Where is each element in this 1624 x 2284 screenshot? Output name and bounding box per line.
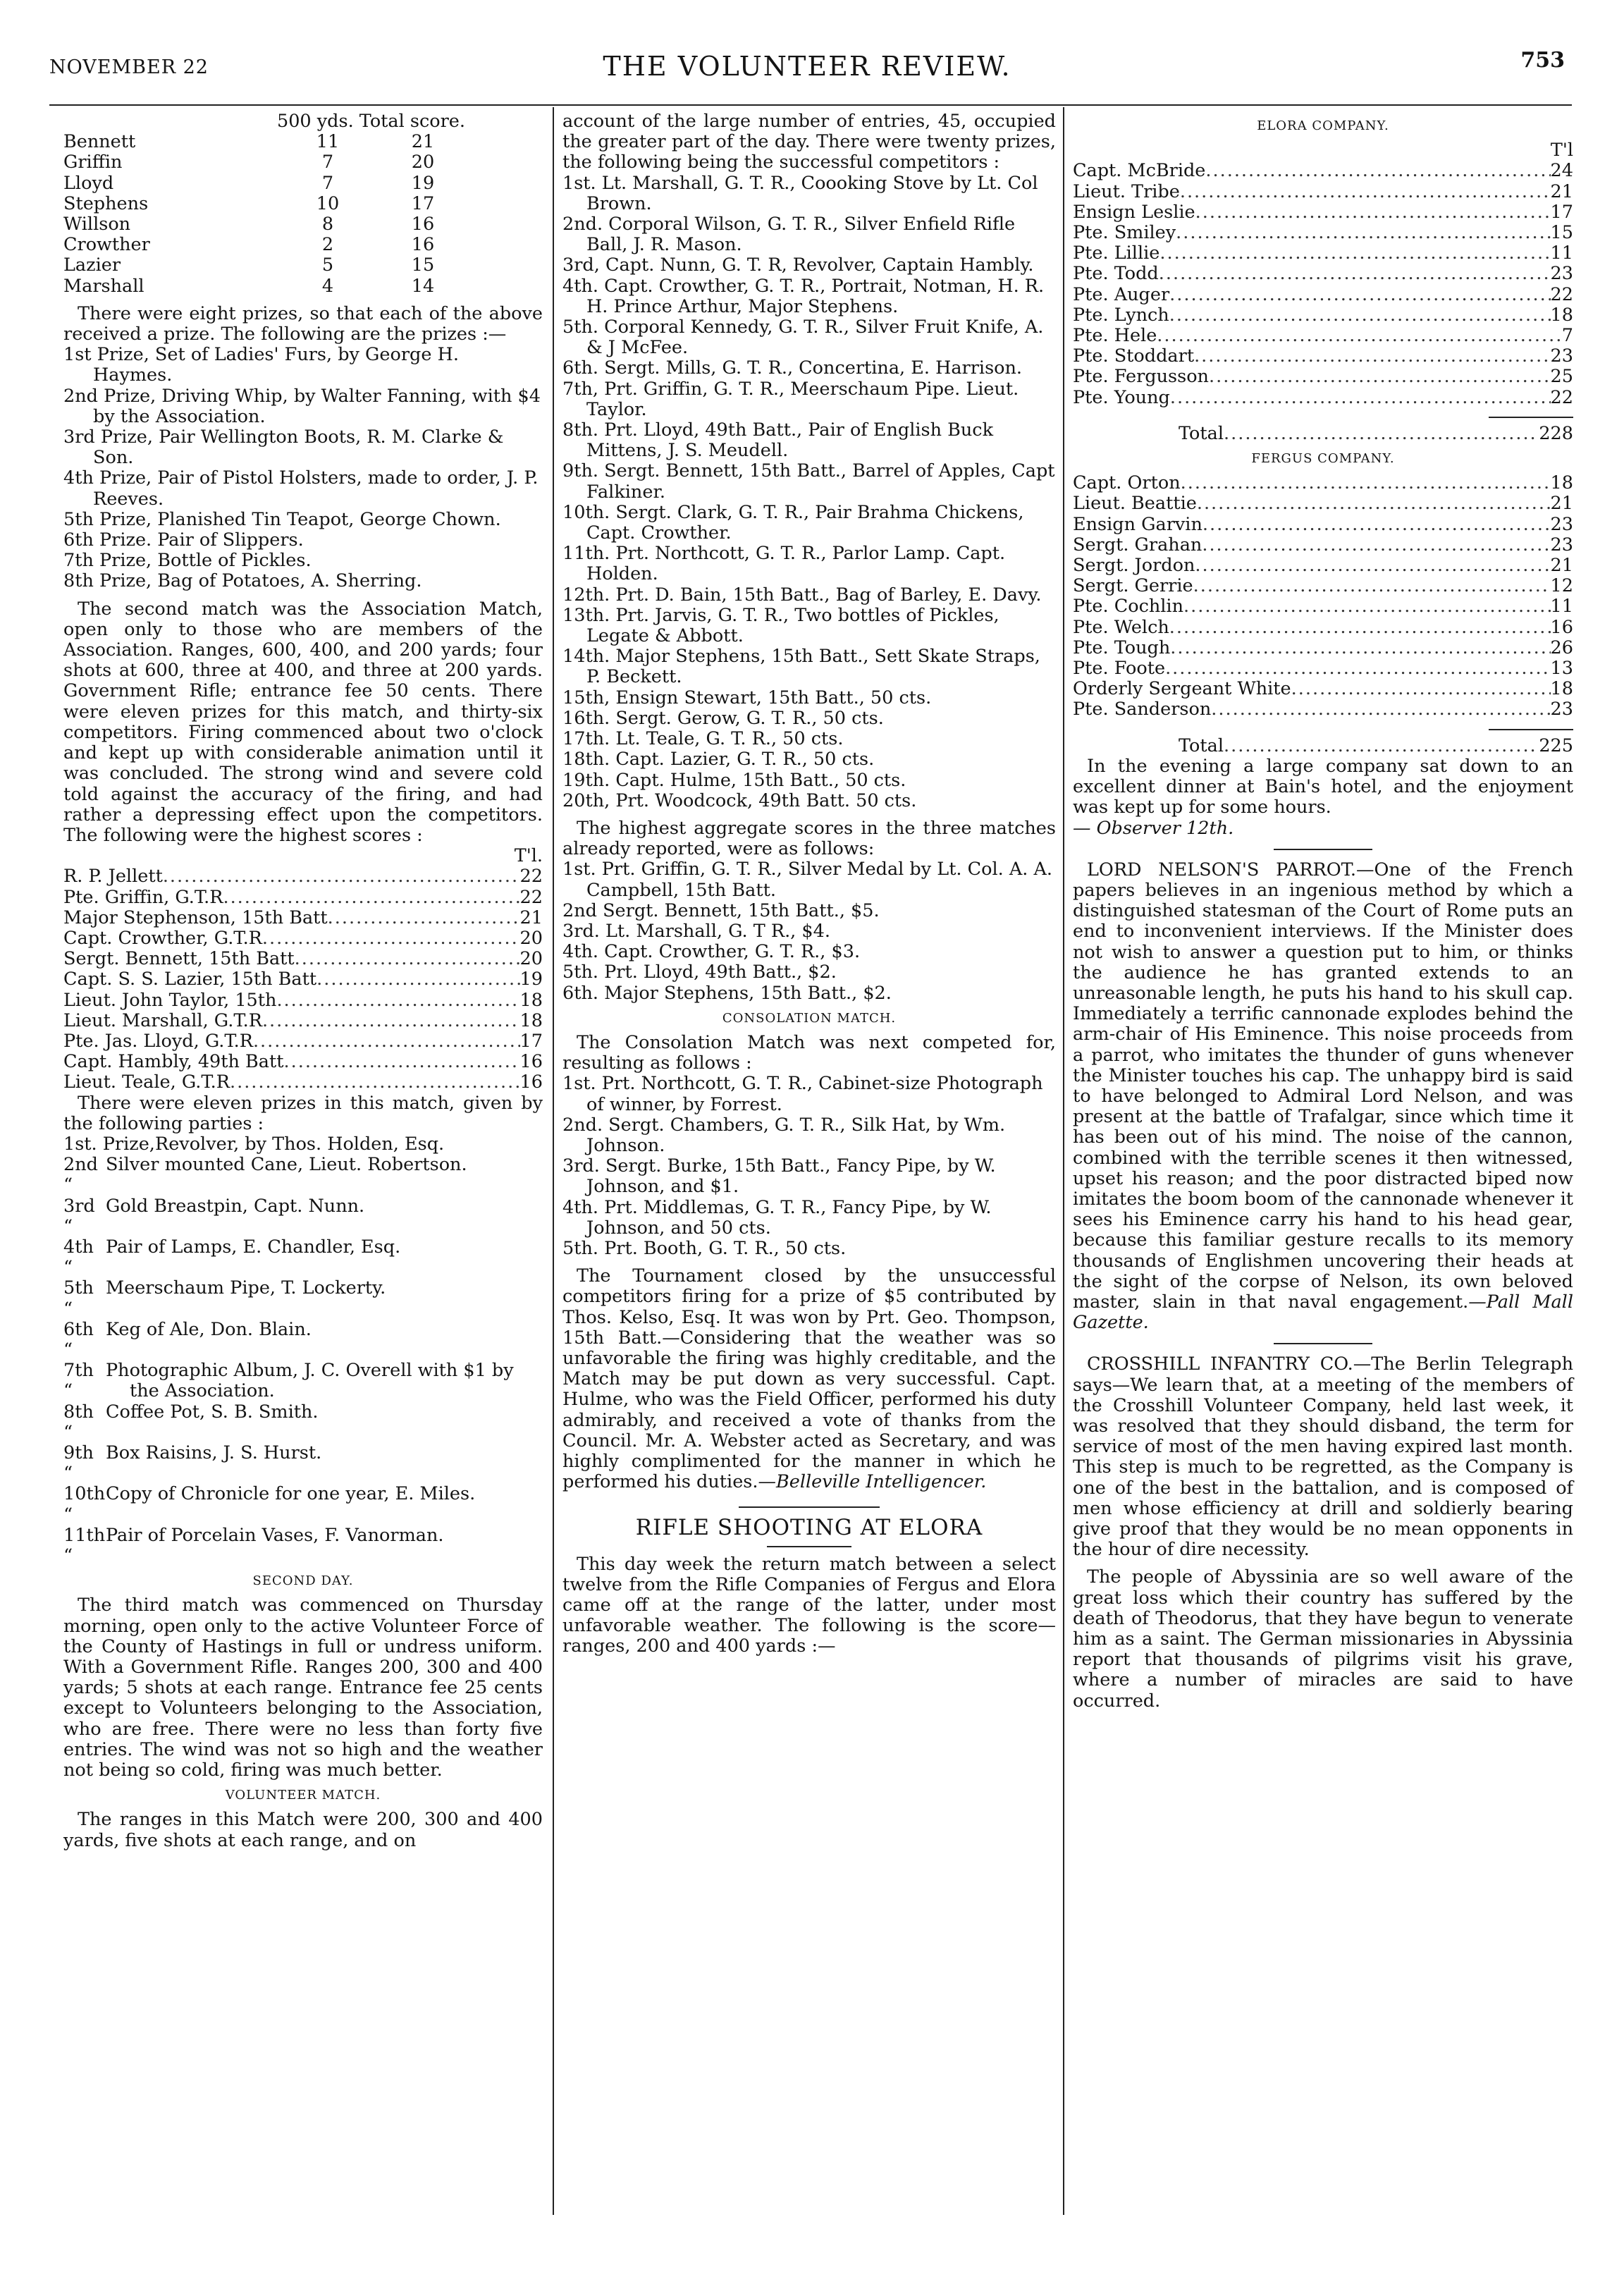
entry-score: 16 (519, 1072, 543, 1093)
score-row (1073, 473, 1573, 493)
score-row (1073, 493, 1573, 514)
prize-description: Pair of Lamps, E. Chandler, Esq. (106, 1236, 401, 1258)
score-row (1073, 535, 1573, 555)
score-row (1073, 679, 1573, 699)
entry-score: 17 (1550, 201, 1573, 223)
shooter-name: Marshall (63, 275, 144, 297)
entry-score: 23 (1550, 699, 1573, 720)
match-score-table (63, 132, 543, 297)
prize-description: Photographic Album, J. C. Overell with $1 by the Association. (106, 1360, 514, 1402)
score-row (63, 132, 543, 152)
header-date: NOVEMBER 22 (49, 56, 209, 78)
entry-name: Pte. Lynch (1073, 304, 1169, 326)
prize-item (63, 1237, 543, 1278)
paragraph: In the evening a large company sat down to an excellent dinner at Bain's hotel, and the enjoyment was kept up for some hours. — Observer 12th. (1073, 755, 1573, 839)
prize-item (63, 1525, 543, 1566)
paragraph: The ranges in this Match were 200, 300 and 400 yards, five shots at each range, and on (63, 1809, 543, 1851)
dot-leader (163, 866, 520, 887)
entry-name: Pte. Smiley (1073, 222, 1176, 244)
dot-leader (1181, 473, 1551, 493)
score-row (63, 990, 543, 1011)
winner-item: 5th. Corporal Kennedy, G. T. R., Silver Fruit Knife, A. & J McFee. (562, 317, 1044, 359)
dot-leader (1209, 367, 1551, 387)
paragraph: There were eleven prizes in this match, given by the following parties : (63, 1092, 543, 1134)
entry-score: 19 (519, 969, 543, 990)
entry-score: 22 (519, 866, 543, 888)
entry-score: 18 (1550, 678, 1573, 700)
entry-score: 23 (1550, 513, 1573, 535)
dot-leader (1169, 618, 1551, 638)
prize-description: Box Raisins, J. S. Hurst. (106, 1442, 322, 1463)
range-score: 8 (321, 214, 334, 235)
entry-score: 16 (519, 1051, 543, 1073)
range-score: 4 (321, 275, 334, 297)
sum-rule (1489, 417, 1573, 418)
entry-name: Pte. Fergusson (1073, 366, 1209, 388)
column-rule-1 (553, 107, 554, 2215)
paragraph: CROSSHILL INFANTRY CO.—The Berlin Telegraph says—We learn that, at a meeting of the members of the Crosshill Volunteer Company, held last week, it was resolved that they should disband, the term for service of most of the men having expired last month. This step is much to be regretted, as the Company is one of the best in the battalion, and is composed of men whose efficiency at drill and soldierly bearing give proof that they would be no mean opponents in the hour of dire necessity. (1073, 1353, 1573, 1561)
winner-item: 10th. Sergt. Clark, G. T. R., Pair Brahma Chickens, Capt. Crowther. (562, 501, 1024, 544)
prize-rank: 3rd “ (63, 1195, 95, 1237)
prize-item: 6th Prize. Pair of Slippers. (63, 529, 304, 551)
score-row (1073, 367, 1573, 387)
score-row (63, 1052, 543, 1072)
prize-rank: 6th “ (63, 1318, 94, 1361)
paragraph: The second match was the Association Match, open only to those who are members of the Association. Ranges, 600, 400, and 200 yards; four shots at 600, three at 400, and three at 200 yards. Government Rifle; entrance fee 50 cents. There were eleven prizes for this match, and thirty-six competitors. Firing commenced about two o'clock and kept up with considerable animation until it was concluded. The strong wind and severe cold told against the accuracy of the firing, and had rather a depressing effect upon the competitors. The following were the highest scores : (63, 598, 543, 846)
fergus-score-table (1073, 473, 1573, 720)
score-row (1073, 326, 1573, 346)
range-score: 2 (321, 234, 334, 256)
entry-name: Capt. Crowther, G.T.R (63, 927, 262, 949)
score-header: 500 yds. Total score. (276, 111, 465, 132)
winner-item: 15th, Ensign Stewart, 15th Batt., 50 cts. (562, 687, 932, 708)
entry-score: 21 (1550, 180, 1573, 202)
winner-item: 4th. Capt. Crowther, G. T. R., Portrait, Notman, H. R. H. Prince Arthur, Major Stephens. (562, 275, 1045, 317)
prize-rank: 5th “ (63, 1277, 94, 1320)
prize-rank: 10th “ (63, 1483, 106, 1525)
total-score: 17 (411, 192, 435, 214)
entry-score: 23 (1550, 263, 1573, 285)
prize-item: 8th Prize, Bag of Potatoes, A. Sherring. (63, 570, 422, 592)
company-heading: FERGUS COMPANY. (1251, 451, 1395, 467)
consolation-item: 4th. Prt. Middlemas, G. T. R., Fancy Pipe, by W. Johnson, and 50 cts. (562, 1196, 992, 1239)
score-row (1073, 182, 1573, 202)
entry-name: Orderly Sergeant White (1073, 678, 1291, 700)
score-row (63, 152, 543, 173)
dot-leader (1195, 555, 1550, 576)
dot-leader (1183, 596, 1551, 617)
article-title: RIFLE SHOOTING AT ELORA (635, 1515, 983, 1541)
score-row (1073, 202, 1573, 223)
prize-item: 5th Prize, Planished Tin Teapot, George Chown. (63, 508, 501, 530)
entry-name: Lieut. Beattie (1073, 493, 1197, 515)
highest-scores-table (63, 866, 543, 1093)
entry-name: Capt. Hambly, 49th Batt (63, 1051, 284, 1073)
score-row (63, 276, 543, 297)
winner-item: 11th. Prt. Northcott, G. T. R., Parlor Lamp. Capt. Holden. (562, 543, 1006, 585)
entry-name: Ensign Leslie (1073, 201, 1195, 223)
prize-rank: 9th “ (63, 1442, 94, 1485)
dot-leader (1202, 515, 1551, 535)
dot-leader (253, 1031, 520, 1052)
winner-item: 18th. Capt. Lazier, G. T. R., 50 cts. (562, 749, 875, 770)
header-rule (49, 104, 1572, 106)
page-header (49, 44, 1565, 93)
elora-score-table (1073, 161, 1573, 407)
winner-item: 6th. Sergt. Mills, G. T. R., Concertina, E. Harrison. (562, 357, 1023, 379)
dot-leader (262, 928, 520, 949)
winner-item: 16th. Sergt. Gerow, G. T. R., 50 cts. (562, 707, 884, 729)
paragraph: LORD NELSON'S PARROT.—One of the French papers believes in an ingenious method by which a distinguished statesman of the Court of Rome puts an end to inconvenient interviews. If the Minister does not wish to answer a question put to him, or thinks the audience he has granted extends to an unreasonable length, he puts his hand to his skull cap. Immediately a terrific cannonade explodes behind the arm-chair of His Eminence. This noise proceeds from a parrot, who imitates the thunder of guns whenever the Minister touches his cap. The unhappy bird is said to have belonged to Admiral Lord Nelson, and was present at the battle of Trafalgar, since which time it has been out of his mind. The noise of the cannon, combined with the terrible scenes it then witnessed, upset his reason; and the poor distracted biped now imitates the boom boom of the cannonade whenever it sees his Eminence carry his hand to his head gear, because this familiar gesture recalls to its memory thousands of Englishmen uncovering their heads at the sight of the corpse of Nelson, its own beloved master, slain in that naval engagement.—Pall Mall Gazette. (1073, 859, 1574, 1334)
entry-name: Pte. Griffin, G.T.R (63, 886, 223, 908)
prize-list (63, 345, 543, 591)
prize-description: Meerschaum Pipe, T. Lockerty. (106, 1277, 386, 1299)
winner-item: 9th. Sergt. Bennett, 15th Batt., Barrel of Apples, Capt Falkiner. (562, 460, 1055, 503)
entry-score: 18 (519, 989, 543, 1011)
entry-score: 22 (1550, 283, 1573, 305)
entry-name: Sergt. Gerrie (1073, 575, 1193, 597)
entry-name: Pte. Jas. Lloyd, G.T.R (63, 1030, 253, 1052)
entry-score: 21 (1550, 493, 1573, 515)
aggregate-item: 6th. Major Stephens, 15th Batt., $2. (562, 982, 892, 1004)
dot-leader (284, 1052, 520, 1072)
fergus-total: Total ..... 225 (1073, 736, 1573, 756)
column-2 (562, 111, 1056, 1657)
article-heading: CROSSHILL INFANTRY CO. (1087, 1353, 1353, 1375)
winner-item: 12th. Prt. D. Bain, 15th Batt., Bag of Barley, E. Davy. (562, 584, 1042, 606)
score-row (63, 888, 543, 908)
winner-item: 20th, Prt. Woodcock, 49th Batt. 50 cts. (562, 790, 917, 811)
dot-leader (223, 888, 519, 908)
sum-rule (1489, 729, 1573, 730)
winner-item: 1st. Lt. Marshall, G. T. R., Coooking Stove by Lt. Col Brown. (562, 172, 1038, 214)
page-number: 753 (1520, 48, 1565, 73)
prize-description: Pair of Porcelain Vases, F. Vanorman. (106, 1524, 444, 1546)
consolation-item: 3rd. Sergt. Burke, 15th Batt., Fancy Pipe, by W. Johnson, and $1. (562, 1155, 996, 1198)
section-heading: CONSOLATION MATCH. (722, 1010, 897, 1026)
section-heading: VOLUNTEER MATCH. (225, 1788, 381, 1803)
entry-score: 21 (519, 907, 543, 928)
consolation-item: 5th. Prt. Booth, G. T. R., 50 cts. (562, 1237, 847, 1259)
dot-leader (1180, 182, 1551, 202)
column-rule-2 (1063, 107, 1064, 2215)
paragraph: The Tournament closed by the unsuccessful competitors firing for a prize of $5 contributed by Thos. Kelso, Esq. It was won by Prt. Geo. Thompson, 15th Batt.—Considering that the weather was so unfavorable the firing was highly creditable, and the Match may be put down as very successful. Capt. Hulme, who was the Field Officer, performed his duty admirably, and received a vote of thanks from the Council. Mr. A. Webster acted as Secretary, and was highly complimented for the manner in which he performed his duties.—Belleville Intelligencer. (562, 1265, 1056, 1493)
score-row (1073, 596, 1573, 617)
dot-leader (1170, 388, 1551, 408)
entry-score: 18 (1550, 304, 1573, 326)
total-column-header: T'l (1550, 140, 1573, 161)
score-row (1073, 346, 1573, 367)
entry-name: Pte. Sanderson (1073, 699, 1212, 720)
entry-name: Pte. Stoddart (1073, 345, 1195, 367)
entry-score: 12 (1550, 575, 1573, 597)
source-credit: —Pall Mall Gazette. (1073, 1291, 1573, 1334)
entry-score: 18 (519, 1009, 543, 1031)
entry-name: Sergt. Jordon (1073, 555, 1195, 577)
dot-leader (1176, 223, 1550, 243)
total-score: 21 (411, 131, 435, 153)
entry-score: 23 (1550, 534, 1573, 555)
column-3 (1073, 111, 1573, 1712)
score-row (1073, 515, 1573, 535)
company-heading: ELORA COMPANY. (1257, 118, 1389, 133)
score-row (1073, 699, 1573, 720)
entry-name: Lieut. Tribe (1073, 180, 1180, 202)
dot-leader (262, 1011, 520, 1031)
shooter-name: Crowther (63, 234, 150, 256)
prize-item (63, 1443, 543, 1484)
score-row (63, 173, 543, 194)
dot-leader (1169, 285, 1550, 305)
entry-name: Pte. Young (1073, 386, 1170, 408)
prize-item: 1st Prize, Set of Ladies' Furs, by George H. Haymes. (63, 344, 459, 386)
entry-name: Pte. Foote (1073, 658, 1166, 680)
winner-item: 8th. Prt. Lloyd, 49th Batt., Pair of English Buck Mittens, J. S. Meudell. (562, 419, 994, 462)
dot-leader (230, 1072, 520, 1093)
dot-leader (1170, 638, 1550, 658)
shooter-name: Bennett (63, 131, 136, 153)
total-score: 16 (411, 234, 435, 256)
entry-name: Capt. McBride (1073, 160, 1206, 182)
aggregate-item: 5th. Prt. Lloyd, 49th Batt., $2. (562, 962, 837, 983)
consolation-item: 2nd. Sergt. Chambers, G. T. R., Silk Hat, by Wm. Johnson. (562, 1114, 1006, 1156)
prize-item (63, 1361, 543, 1401)
prize-description: Silver mounted Cane, Lieut. Robertson. (106, 1154, 467, 1176)
divider (1274, 849, 1372, 850)
dot-leader (1202, 535, 1550, 555)
prize-item (63, 1155, 543, 1196)
entry-name: Pte. Tough (1073, 637, 1171, 658)
dot-leader (1194, 346, 1550, 367)
entry-name: R. P. Jellett (63, 866, 163, 888)
article-heading: LORD NELSON'S PARROT. (1087, 859, 1357, 880)
prize-list-2 (63, 1134, 543, 1566)
winner-item: 14th. Major Stephens, 15th Batt., Sett Skate Straps, P. Beckett. (562, 646, 1040, 688)
entry-name: Pte. Lillie (1073, 242, 1160, 264)
score-row (1073, 658, 1573, 679)
winner-item: 2nd. Corporal Wilson, G. T. R., Silver Enfield Rifle Ball, J. R. Mason. (562, 214, 1016, 256)
entry-score: 26 (1550, 637, 1573, 658)
divider (767, 1546, 851, 1547)
score-row (1073, 223, 1573, 243)
total-score: 14 (411, 275, 435, 297)
aggregate-item: 2nd Sergt. Bennett, 15th Batt., $5. (562, 900, 880, 921)
entry-name: Sergt. Grahan (1073, 534, 1202, 555)
entry-score: 22 (1550, 386, 1573, 408)
dot-leader (1193, 576, 1551, 596)
score-row (1073, 161, 1573, 181)
elora-total: Total ..... 228 (1073, 424, 1573, 444)
shooter-name: Stephens (63, 192, 149, 214)
prize-description: Keg of Ale, Don. Blain. (106, 1318, 312, 1340)
shooter-name: Griffin (63, 152, 123, 173)
range-score: 7 (321, 152, 334, 173)
prize-description: Revolver, by Thos. Holden, Esq. (155, 1133, 445, 1155)
shooter-name: Willson (63, 214, 131, 235)
prize-description: Copy of Chronicle for one year, E. Miles. (106, 1483, 476, 1505)
range-score: 10 (316, 192, 340, 214)
entry-score: 21 (1550, 555, 1573, 577)
dot-leader (1165, 658, 1550, 679)
entry-name: Pte. Cochlin (1073, 596, 1184, 618)
prize-rank: 7th “ (63, 1360, 94, 1402)
total-score: 19 (411, 172, 435, 194)
entry-score: 23 (1550, 345, 1573, 367)
entry-score: 25 (1550, 366, 1573, 388)
entry-name: Lieut. Teale, G.T.R (63, 1072, 230, 1093)
source-credit: —Belleville Intelligencer. (758, 1471, 987, 1493)
prize-rank: 4th “ (63, 1236, 94, 1279)
entry-score: 18 (1550, 472, 1573, 494)
prize-item (63, 1134, 543, 1155)
entry-name: Capt. S. S. Lazier, 15th Batt (63, 969, 317, 990)
entry-name: Pte. Welch (1073, 616, 1169, 638)
dot-leader (316, 969, 519, 990)
dot-leader (276, 990, 519, 1011)
entry-score: 17 (519, 1030, 543, 1052)
score-row (63, 214, 543, 235)
score-row (63, 969, 543, 990)
dot-leader (1169, 305, 1551, 326)
paragraph: account of the large number of entries, 45, occupied the greater part of the day. There were twenty prizes, the following being the successful competitors : (562, 111, 1056, 173)
entry-score: 15 (1550, 222, 1573, 244)
prize-item (63, 1196, 543, 1237)
entry-name: Pte. Auger (1073, 283, 1170, 305)
paragraph: There were eight prizes, so that each of the above received a prize. The following are the prizes :— (63, 302, 543, 345)
prize-description: Gold Breastpin, Capt. Nunn. (106, 1195, 365, 1217)
aggregate-item: 4th. Capt. Crowther, G. T. R., $3. (562, 941, 861, 963)
score-row (63, 928, 543, 949)
prize-rank: 8th “ (63, 1401, 94, 1443)
score-row (63, 1072, 543, 1093)
paragraph: The people of Abyssinia are so well aware of the great loss which their country has suffered by the death of Theodorus, that they have begun to venerate him as a saint. The German missionaries in Abyssinia report that thousands of pilgrims visit his grave, where a number of miracles are said to have occurred. (1073, 1566, 1573, 1712)
score-row (1073, 285, 1573, 305)
total-score: 20 (411, 152, 435, 173)
entry-score: 13 (1550, 658, 1573, 680)
score-row (63, 908, 543, 928)
paragraph: The third match was commenced on Thursday morning, open only to the active Volunteer Force of the County of Hastings in full or undress uniform. With a Government Rifle. Ranges 200, 300 and 400 yards; 5 shots at each range. Entrance fee 25 cents except to Volunteers belonging to the Association, who are free. There were no less than forty five entries. The wind was not so high and the weather not being so cold, firing was much better. (63, 1595, 543, 1781)
prize-item: 4th Prize, Pair of Pistol Holsters, made to order, J. P. Reeves. (63, 467, 539, 510)
paragraph: The highest aggregate scores in the three matches already reported, were as follows: (562, 817, 1056, 860)
prize-item (63, 1402, 543, 1443)
dot-leader (1159, 264, 1551, 284)
winners-list (562, 173, 1056, 811)
paragraph: The Consolation Match was next competed for, resulting as follows : (562, 1031, 1056, 1074)
entry-score: 11 (1550, 242, 1573, 264)
divider (1274, 1343, 1372, 1344)
range-score: 11 (316, 131, 340, 153)
prize-item (63, 1320, 543, 1361)
entry-score: 11 (1550, 596, 1573, 618)
dot-leader (1211, 699, 1550, 720)
dot-leader (1197, 493, 1551, 514)
score-row (1073, 264, 1573, 284)
entry-score: 16 (1550, 616, 1573, 638)
score-row (1073, 618, 1573, 638)
dot-leader (1195, 202, 1551, 223)
column-1 (63, 111, 543, 1851)
prize-item: 3rd Prize, Pair Wellington Boots, R. M. Clarke & Son. (63, 426, 504, 469)
source-credit: — Observer 12th. (1073, 817, 1234, 839)
prize-rank: 1st. Prize, (63, 1133, 155, 1155)
dot-leader (295, 949, 520, 969)
score-row (1073, 305, 1573, 326)
total-column-header: T'l. (514, 845, 543, 867)
entry-name: Capt. Orton (1073, 472, 1181, 494)
range-score: 5 (321, 254, 334, 276)
entry-name: Ensign Garvin (1073, 513, 1202, 535)
range-score: 7 (321, 172, 334, 194)
score-row (1073, 243, 1573, 264)
winner-item: 17th. Lt. Teale, G. T. R., 50 cts. (562, 728, 844, 750)
divider (739, 1506, 880, 1508)
entry-score: 20 (519, 927, 543, 949)
score-row (1073, 388, 1573, 408)
total-score: 16 (411, 214, 435, 235)
score-row (1073, 638, 1573, 658)
aggregate-list (562, 859, 1056, 1003)
score-row (63, 949, 543, 969)
prize-rank: 11th “ (63, 1524, 106, 1567)
entry-name: Pte. Todd (1073, 263, 1159, 285)
winner-item: 7th, Prt. Griffin, G. T. R., Meerschaum Pipe. Lieut. Taylor. (562, 378, 1019, 420)
entry-score: 7 (1561, 325, 1573, 347)
prize-description: Coffee Pot, S. B. Smith. (106, 1401, 319, 1423)
consolation-list (562, 1074, 1056, 1259)
entry-name: Sergt. Bennett, 15th Batt (63, 948, 295, 970)
entry-score: 20 (519, 948, 543, 970)
aggregate-item: 3rd. Lt. Marshall, G. T R., $4. (562, 920, 830, 942)
paragraph: This day week the return match between a select twelve from the Rifle Companies of Fergus and Elora came off at the range of the latter, under most unfavorable weather. The following is the score—ranges, 200 and 400 yards :— (562, 1553, 1056, 1657)
section-heading: SECOND DAY. (252, 1573, 354, 1589)
prize-item (63, 1484, 543, 1525)
dot-leader (1157, 326, 1561, 346)
entry-name: Lieut. John Taylor, 15th (63, 989, 277, 1011)
prize-item (63, 1278, 543, 1319)
score-row (63, 1031, 543, 1052)
shooter-name: Lazier (63, 254, 121, 276)
prize-item: 7th Prize, Bottle of Pickles. (63, 550, 312, 572)
score-row (1073, 576, 1573, 596)
score-row (1073, 555, 1573, 576)
entry-name: Lieut. Marshall, G.T.R (63, 1009, 262, 1031)
winner-item: 19th. Capt. Hulme, 15th Batt., 50 cts. (562, 769, 906, 791)
entry-score: 22 (519, 886, 543, 908)
dot-leader (328, 908, 520, 928)
dot-leader (1159, 243, 1550, 264)
winner-item: 3rd, Capt. Nunn, G. T. R, Revolver, Captain Hambly. (562, 254, 1034, 276)
shooter-name: Lloyd (63, 172, 114, 194)
entry-name: Pte. Hele (1073, 325, 1157, 347)
score-row (63, 194, 543, 214)
winner-item: 13th. Prt. Jarvis, G. T. R., Two bottles of Pickles, Legate & Abbott. (562, 604, 999, 647)
score-row (63, 235, 543, 255)
masthead-title: THE VOLUNTEER REVIEW. (603, 51, 1011, 82)
dot-leader (1291, 679, 1551, 699)
score-row (63, 255, 543, 276)
entry-score: 24 (1550, 160, 1573, 182)
total-score: 15 (411, 254, 435, 276)
score-row (63, 1011, 543, 1031)
aggregate-item: 1st. Prt. Griffin, G. T. R., Silver Medal by Lt. Col. A. A. Campbell, 15th Batt. (562, 859, 1053, 901)
dot-leader (1205, 161, 1550, 181)
entry-name: Major Stephenson, 15th Batt (63, 907, 328, 928)
score-row (63, 866, 543, 887)
prize-rank: 2nd “ (63, 1154, 98, 1196)
consolation-item: 1st. Prt. Northcott, G. T. R., Cabinet-size Photograph of winner, by Forrest. (562, 1073, 1043, 1115)
prize-item: 2nd Prize, Driving Whip, by Walter Fanning, with $4 by the Association. (63, 385, 541, 427)
